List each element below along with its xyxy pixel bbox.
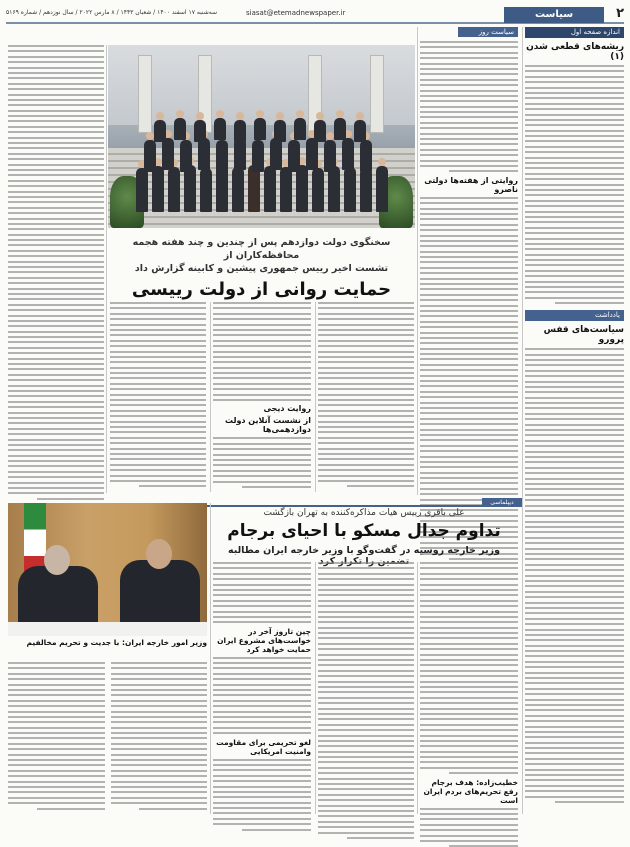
box-title-1: روایتی از هفته‌ها دولتی ناصرو — [424, 175, 518, 194]
top-story-body-col1 — [318, 302, 414, 490]
right-article-body-1 — [525, 65, 624, 304]
top-story-kicker-1: سخنگوی دولت دوازدهم پس از چندین و چند هفته هجمه محافظه‌کاران از — [132, 237, 391, 261]
top-story-body-col3 — [110, 302, 206, 490]
top-story-body-col2 — [213, 302, 311, 490]
ministers-meeting-photo — [8, 503, 207, 636]
right-article-title-1: ریشه‌های قطعی شدن (۱) — [526, 42, 624, 62]
top-story-label: سیاست روز — [458, 27, 518, 37]
column-divider — [522, 27, 523, 814]
top-story-left-column — [8, 45, 104, 490]
bottom-mid-subhead-1: چین تاروز آخر در خواست‌های مشروع ایران حمایت خواهد کرد — [217, 626, 311, 654]
right-article-title-2: سیاست‌های قفس پرورو — [543, 325, 624, 346]
bottom-right-subhead: خطیب‌زاده: هدف برجام رفع تحریم‌های بردم ایران است — [423, 777, 518, 805]
bottom-mid-subhead-2: لغو تحریمی برای مقاومت وامنیت امریکایی — [216, 737, 311, 756]
box-title-2: روایت دیجی — [263, 404, 311, 414]
bottom-story-col3 — [213, 562, 311, 812]
page-number: ۲ — [616, 6, 624, 21]
diplomacy-tag: دیپلماسی — [482, 498, 522, 507]
section-label: سیاست — [504, 7, 604, 23]
column-divider — [417, 27, 418, 495]
bottom-story-col1 — [420, 562, 518, 812]
bottom-story-col4 — [8, 662, 207, 812]
right-column-label-2: یادداشت — [525, 310, 624, 321]
cabinet-group-photo — [108, 45, 415, 228]
top-story-headline: حمایت روانی از دولت رییسی — [131, 279, 392, 300]
right-article-body-2 — [525, 348, 624, 803]
column-divider — [315, 562, 316, 814]
column-divider — [210, 302, 211, 492]
top-story-side-column — [420, 27, 518, 492]
right-column-label: اندازه صفحه اول — [525, 27, 624, 38]
top-story-kicker-2: تشست اخیر رییس جمهوری پیشین و کابینه گزارش داد — [134, 263, 389, 274]
issue-info: سه‌شنبه ۱۷ اسفند ۱۴۰۰ / شعبان ۱۴۴۳ / ۸ مارس ۲۰۲۲ / سال نوزدهم / شماره ۵۱۶۹ — [6, 9, 217, 16]
column-divider — [106, 45, 107, 493]
page-header — [6, 6, 624, 24]
box-title-3: از نشست آنلاین دولت دوازدهمی‌ها — [224, 416, 311, 435]
column-divider — [417, 562, 418, 814]
top-story-headline-block — [108, 236, 415, 300]
bottom-story-subheadline: وزیر خارجه روسیه در گفت‌وگو با وزیر خارجه ایران مطالبه — [227, 545, 501, 556]
column-divider — [210, 503, 211, 814]
bottom-story-kicker: علی باقری رییس هیات مذاکره‌کننده به تهران بازگشت — [263, 508, 465, 518]
section-email: siasat@etemadnewspaper.ir — [246, 9, 346, 17]
photo-caption: وزیر امور خارجه ایران: با جدیت و تحریم مخالفیم — [26, 638, 207, 647]
right-column — [525, 27, 624, 814]
bottom-story-col2 — [318, 562, 414, 812]
column-divider — [315, 302, 316, 492]
bottom-story-headline: تداوم جدال مسکو با احیای برجام — [227, 521, 501, 541]
